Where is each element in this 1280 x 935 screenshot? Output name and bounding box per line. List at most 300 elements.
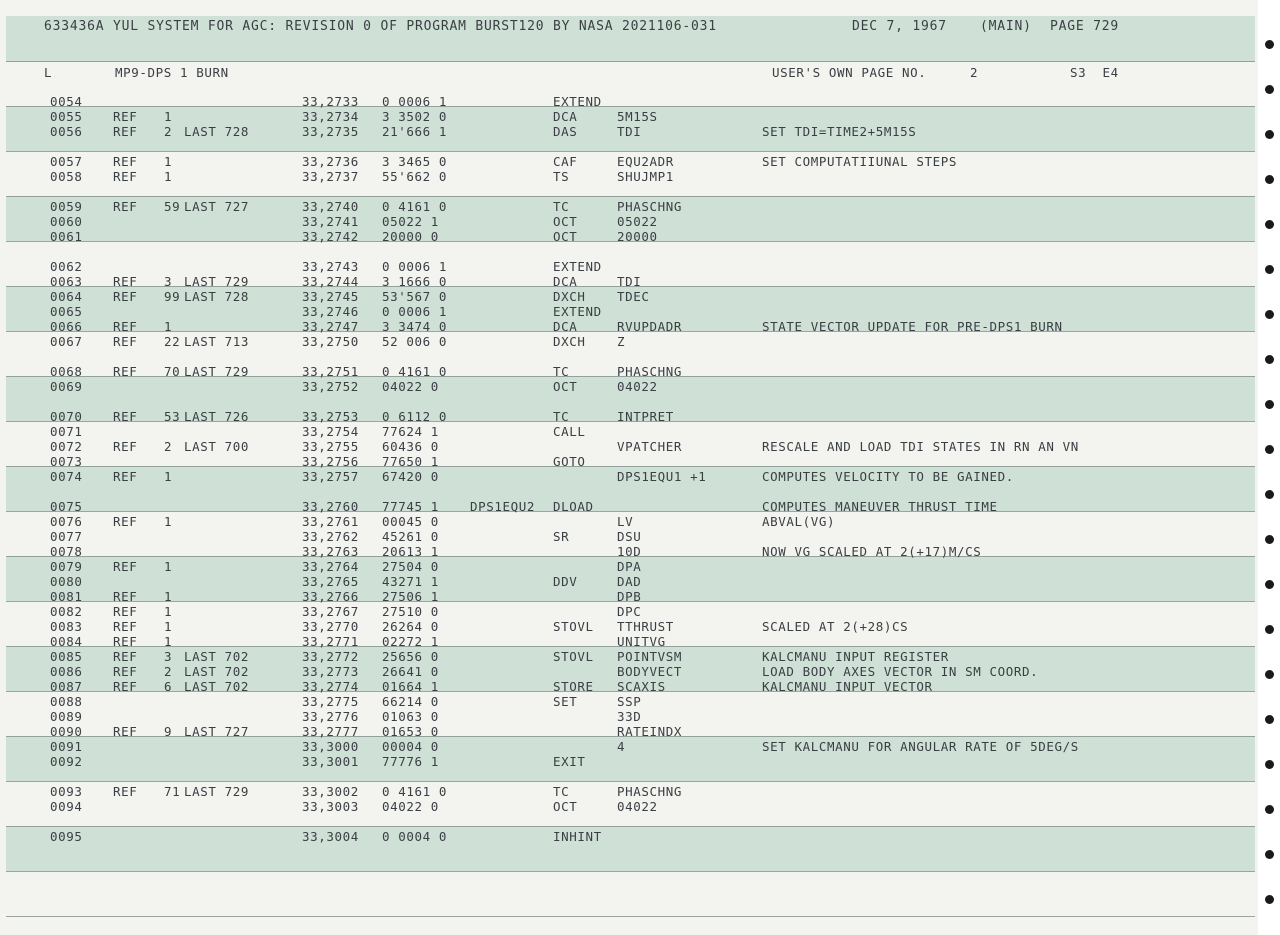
ref-marker: REF	[113, 274, 138, 289]
octal-code: 53'567 0	[382, 289, 448, 304]
ref-marker: REF	[113, 784, 138, 799]
line-number: 0076	[50, 514, 83, 529]
tractor-hole	[1265, 490, 1274, 499]
address: 33,2757	[302, 469, 359, 484]
ref-count: 1	[164, 559, 173, 574]
ref-marker: REF	[113, 199, 138, 214]
ref-count: 59	[164, 199, 181, 214]
listing-page-number: PAGE 729	[1050, 19, 1120, 34]
address: 33,2751	[302, 364, 359, 379]
address: 33,2740	[302, 199, 359, 214]
address: 33,3002	[302, 784, 359, 799]
line-number: 0064	[50, 289, 83, 304]
listing-title: 633436A YUL SYSTEM FOR AGC: REVISION 0 OF PROGRAM BURST120 BY NASA 2021106-031	[44, 19, 717, 34]
octal-code: 60436 0	[382, 439, 439, 454]
line-number: 0094	[50, 799, 83, 814]
opcode: DLOAD	[553, 499, 594, 514]
operand: INTPRET	[617, 409, 674, 424]
ref-marker: REF	[113, 409, 138, 424]
operand: DPB	[617, 589, 642, 604]
octal-code: 25656 0	[382, 649, 439, 664]
octal-code: 26641 0	[382, 664, 439, 679]
address: 33,2734	[302, 109, 359, 124]
line-number: 0070	[50, 409, 83, 424]
last-page-ref: LAST 728	[184, 124, 250, 139]
last-page-ref: LAST 700	[184, 439, 250, 454]
line-number: 0069	[50, 379, 83, 394]
address: 33,2744	[302, 274, 359, 289]
tractor-hole	[1265, 40, 1274, 49]
comment: ABVAL(VG)	[762, 514, 836, 529]
ref-count: 70	[164, 364, 181, 379]
line-number: 0058	[50, 169, 83, 184]
opcode: EXTEND	[553, 94, 602, 109]
ruled-line	[6, 106, 1255, 107]
octal-code: 26264 0	[382, 619, 439, 634]
line-number: 0063	[50, 274, 83, 289]
line-number: 0056	[50, 124, 83, 139]
ref-count: 1	[164, 604, 173, 619]
comment: SET TDI=TIME2+5M15S	[762, 124, 917, 139]
octal-code: 3 3502 0	[382, 109, 448, 124]
tractor-hole	[1265, 580, 1274, 589]
octal-code: 0 6112 0	[382, 409, 448, 424]
operand: 5M15S	[617, 109, 658, 124]
opcode: EXTEND	[553, 259, 602, 274]
operand: TTHRUST	[617, 619, 674, 634]
ref-count: 9	[164, 724, 173, 739]
ref-marker: REF	[113, 469, 138, 484]
operand: TDEC	[617, 289, 650, 304]
ruled-line	[6, 826, 1255, 827]
line-number: 0081	[50, 589, 83, 604]
ref-count: 2	[164, 124, 173, 139]
operand: VPATCHER	[617, 439, 683, 454]
ref-marker: REF	[113, 559, 138, 574]
comment: LOAD BODY AXES VECTOR IN SM COORD.	[762, 664, 1039, 679]
line-number: 0065	[50, 304, 83, 319]
tractor-hole	[1265, 715, 1274, 724]
ref-marker: REF	[113, 589, 138, 604]
octal-code: 01063 0	[382, 709, 439, 724]
opcode: OCT	[553, 229, 578, 244]
address: 33,2777	[302, 724, 359, 739]
address: 33,2761	[302, 514, 359, 529]
line-number: 0091	[50, 739, 83, 754]
opcode: GOTO	[553, 454, 586, 469]
address: 33,2747	[302, 319, 359, 334]
address: 33,2776	[302, 709, 359, 724]
line-number: 0087	[50, 679, 83, 694]
address: 33,2733	[302, 94, 359, 109]
address: 33,2767	[302, 604, 359, 619]
ref-count: 53	[164, 409, 181, 424]
page-codes: S3 E4	[1070, 65, 1119, 80]
octal-code: 04022 0	[382, 379, 439, 394]
line-number: 0088	[50, 694, 83, 709]
line-number: 0079	[50, 559, 83, 574]
octal-code: 01653 0	[382, 724, 439, 739]
opcode: OCT	[553, 799, 578, 814]
address: 33,2756	[302, 454, 359, 469]
listing-section: (MAIN)	[980, 19, 1032, 34]
octal-code: 55'662 0	[382, 169, 448, 184]
operand: SHUJMP1	[617, 169, 674, 184]
ref-count: 1	[164, 154, 173, 169]
line-number: 0075	[50, 499, 83, 514]
ref-count: 1	[164, 109, 173, 124]
line-number: 0083	[50, 619, 83, 634]
operand: 4	[617, 739, 626, 754]
operand: DPA	[617, 559, 642, 574]
address: 33,2746	[302, 304, 359, 319]
line-number: 0082	[50, 604, 83, 619]
ref-marker: REF	[113, 619, 138, 634]
operand: SCAXIS	[617, 679, 666, 694]
ref-marker: REF	[113, 319, 138, 334]
address: 33,2770	[302, 619, 359, 634]
green-bar-stripe	[6, 826, 1255, 871]
operand: PHASCHNG	[617, 784, 683, 799]
opcode: OCT	[553, 214, 578, 229]
comment: KALCMANU INPUT REGISTER	[762, 649, 949, 664]
opcode: CAF	[553, 154, 578, 169]
operand: RVUPDADR	[617, 319, 683, 334]
octal-code: 52 006 0	[382, 334, 448, 349]
operand: SSP	[617, 694, 642, 709]
last-page-ref: LAST 702	[184, 649, 250, 664]
address: 33,2763	[302, 544, 359, 559]
user-page-label: USER'S OWN PAGE NO.	[772, 65, 927, 80]
opcode: EXTEND	[553, 304, 602, 319]
ref-count: 22	[164, 334, 181, 349]
opcode: SR	[553, 529, 570, 544]
octal-code: 00004 0	[382, 739, 439, 754]
ref-marker: REF	[113, 679, 138, 694]
user-page-number: 2	[970, 65, 979, 80]
octal-code: 02272 1	[382, 634, 439, 649]
address: 33,2743	[302, 259, 359, 274]
address: 33,2750	[302, 334, 359, 349]
line-number: 0074	[50, 469, 83, 484]
line-number: 0059	[50, 199, 83, 214]
line-number: 0093	[50, 784, 83, 799]
octal-code: 3 3474 0	[382, 319, 448, 334]
octal-code: 77745 1	[382, 499, 439, 514]
address: 33,2752	[302, 379, 359, 394]
last-page-ref: LAST 726	[184, 409, 250, 424]
tractor-hole	[1265, 895, 1274, 904]
tractor-hole	[1265, 220, 1274, 229]
operand: RATEINDX	[617, 724, 683, 739]
line-number: 0068	[50, 364, 83, 379]
ref-marker: REF	[113, 634, 138, 649]
octal-code: 3 1666 0	[382, 274, 448, 289]
operand: 04022	[617, 799, 658, 814]
subheader-marker: L	[44, 65, 53, 80]
line-number: 0090	[50, 724, 83, 739]
opcode: SET	[553, 694, 578, 709]
operand: Z	[617, 334, 626, 349]
address: 33,2766	[302, 589, 359, 604]
octal-code: 04022 0	[382, 799, 439, 814]
octal-code: 01664 1	[382, 679, 439, 694]
opcode: TC	[553, 409, 570, 424]
line-number: 0077	[50, 529, 83, 544]
octal-code: 3 3465 0	[382, 154, 448, 169]
line-number: 0060	[50, 214, 83, 229]
routine-name: MP9-DPS 1 BURN	[115, 65, 229, 80]
ruled-line	[6, 61, 1255, 62]
line-number: 0080	[50, 574, 83, 589]
ref-count: 1	[164, 589, 173, 604]
ruled-line	[6, 196, 1255, 197]
tractor-hole	[1265, 445, 1274, 454]
tractor-hole	[1265, 265, 1274, 274]
octal-code: 77650 1	[382, 454, 439, 469]
ref-count: 71	[164, 784, 181, 799]
line-number: 0084	[50, 634, 83, 649]
line-number: 0061	[50, 229, 83, 244]
comment: KALCMANU INPUT VECTOR	[762, 679, 933, 694]
ref-marker: REF	[113, 289, 138, 304]
line-number: 0071	[50, 424, 83, 439]
tractor-hole	[1265, 355, 1274, 364]
last-page-ref: LAST 713	[184, 334, 250, 349]
ref-marker: REF	[113, 154, 138, 169]
last-page-ref: LAST 729	[184, 364, 250, 379]
opcode: TC	[553, 364, 570, 379]
operand: EQU2ADR	[617, 154, 674, 169]
line-number: 0067	[50, 334, 83, 349]
line-number: 0072	[50, 439, 83, 454]
ruled-line	[6, 511, 1255, 512]
tractor-feed-strip	[1258, 0, 1280, 935]
line-number: 0078	[50, 544, 83, 559]
last-page-ref: LAST 728	[184, 289, 250, 304]
comment: COMPUTES MANEUVER THRUST TIME	[762, 499, 998, 514]
address: 33,2741	[302, 214, 359, 229]
line-number: 0092	[50, 754, 83, 769]
line-number: 0085	[50, 649, 83, 664]
ref-marker: REF	[113, 169, 138, 184]
tractor-hole	[1265, 535, 1274, 544]
tractor-hole	[1265, 130, 1274, 139]
ref-marker: REF	[113, 334, 138, 349]
opcode: DDV	[553, 574, 578, 589]
location-label: DPS1EQU2	[470, 499, 536, 514]
ref-marker: REF	[113, 124, 138, 139]
opcode: CALL	[553, 424, 586, 439]
comment: SET KALCMANU FOR ANGULAR RATE OF 5DEG/S	[762, 739, 1079, 754]
comment: RESCALE AND LOAD TDI STATES IN RN AN VN	[762, 439, 1079, 454]
octal-code: 05022 1	[382, 214, 439, 229]
comment: COMPUTES VELOCITY TO BE GAINED.	[762, 469, 1014, 484]
operand: DAD	[617, 574, 642, 589]
operand: PHASCHNG	[617, 199, 683, 214]
address: 33,2755	[302, 439, 359, 454]
ref-marker: REF	[113, 724, 138, 739]
address: 33,2735	[302, 124, 359, 139]
tractor-hole	[1265, 850, 1274, 859]
line-number: 0055	[50, 109, 83, 124]
tractor-hole	[1265, 175, 1274, 184]
operand: TDI	[617, 274, 642, 289]
ref-count: 1	[164, 619, 173, 634]
address: 33,3004	[302, 829, 359, 844]
address: 33,2773	[302, 664, 359, 679]
line-number: 0086	[50, 664, 83, 679]
last-page-ref: LAST 727	[184, 199, 250, 214]
operand: POINTVSM	[617, 649, 683, 664]
ref-count: 1	[164, 319, 173, 334]
octal-code: 0 4161 0	[382, 784, 448, 799]
octal-code: 43271 1	[382, 574, 439, 589]
ref-marker: REF	[113, 439, 138, 454]
ref-marker: REF	[113, 109, 138, 124]
operand: UNITVG	[617, 634, 666, 649]
ref-count: 1	[164, 514, 173, 529]
last-page-ref: LAST 727	[184, 724, 250, 739]
operand: DSU	[617, 529, 642, 544]
ref-marker: REF	[113, 364, 138, 379]
opcode: INHINT	[553, 829, 602, 844]
octal-code: 0 0004 0	[382, 829, 448, 844]
octal-code: 45261 0	[382, 529, 439, 544]
address: 33,2742	[302, 229, 359, 244]
octal-code: 0 0006 1	[382, 94, 448, 109]
address: 33,2765	[302, 574, 359, 589]
comment: SCALED AT 2(+28)CS	[762, 619, 909, 634]
octal-code: 27510 0	[382, 604, 439, 619]
tractor-hole	[1265, 625, 1274, 634]
line-number: 0073	[50, 454, 83, 469]
ref-count: 3	[164, 274, 173, 289]
ruled-line	[6, 151, 1255, 152]
operand: DPC	[617, 604, 642, 619]
operand: DPS1EQU1 +1	[617, 469, 707, 484]
opcode: TC	[553, 784, 570, 799]
opcode: EXIT	[553, 754, 586, 769]
opcode: TC	[553, 199, 570, 214]
ref-count: 1	[164, 634, 173, 649]
opcode: DAS	[553, 124, 578, 139]
opcode: DCA	[553, 274, 578, 289]
opcode: STOVL	[553, 649, 594, 664]
line-number: 0057	[50, 154, 83, 169]
last-page-ref: LAST 729	[184, 784, 250, 799]
tractor-hole	[1265, 760, 1274, 769]
ref-marker: REF	[113, 514, 138, 529]
last-page-ref: LAST 702	[184, 664, 250, 679]
line-number: 0062	[50, 259, 83, 274]
address: 33,2753	[302, 409, 359, 424]
octal-code: 21'666 1	[382, 124, 448, 139]
address: 33,2764	[302, 559, 359, 574]
operand: 04022	[617, 379, 658, 394]
line-number: 0089	[50, 709, 83, 724]
ref-count: 2	[164, 664, 173, 679]
ruled-line	[6, 466, 1255, 467]
address: 33,3001	[302, 754, 359, 769]
octal-code: 0 0006 1	[382, 259, 448, 274]
octal-code: 20613 1	[382, 544, 439, 559]
address: 33,2771	[302, 634, 359, 649]
address: 33,3000	[302, 739, 359, 754]
ruled-line	[6, 781, 1255, 782]
comment: NOW VG SCALED AT 2(+17)M/CS	[762, 544, 982, 559]
opcode: STORE	[553, 679, 594, 694]
tractor-hole	[1265, 670, 1274, 679]
ref-count: 6	[164, 679, 173, 694]
last-page-ref: LAST 729	[184, 274, 250, 289]
octal-code: 0 4161 0	[382, 364, 448, 379]
line-number: 0066	[50, 319, 83, 334]
ref-count: 2	[164, 439, 173, 454]
line-number: 0095	[50, 829, 83, 844]
ref-count: 3	[164, 649, 173, 664]
last-page-ref: LAST 702	[184, 679, 250, 694]
address: 33,2736	[302, 154, 359, 169]
opcode: DXCH	[553, 289, 586, 304]
octal-code: 0 4161 0	[382, 199, 448, 214]
octal-code: 77624 1	[382, 424, 439, 439]
opcode: TS	[553, 169, 570, 184]
ruled-line	[6, 916, 1255, 917]
octal-code: 00045 0	[382, 514, 439, 529]
ref-count: 1	[164, 169, 173, 184]
operand: LV	[617, 514, 634, 529]
tractor-hole	[1265, 310, 1274, 319]
address: 33,2762	[302, 529, 359, 544]
opcode: DXCH	[553, 334, 586, 349]
operand: 33D	[617, 709, 642, 724]
octal-code: 0 0006 1	[382, 304, 448, 319]
address: 33,2760	[302, 499, 359, 514]
address: 33,2754	[302, 424, 359, 439]
line-number: 0054	[50, 94, 83, 109]
operand: TDI	[617, 124, 642, 139]
address: 33,2772	[302, 649, 359, 664]
tractor-hole	[1265, 400, 1274, 409]
address: 33,2737	[302, 169, 359, 184]
ref-marker: REF	[113, 604, 138, 619]
address: 33,2774	[302, 679, 359, 694]
operand: 20000	[617, 229, 658, 244]
operand: PHASCHNG	[617, 364, 683, 379]
comment: SET COMPUTATIIUNAL STEPS	[762, 154, 958, 169]
opcode: DCA	[553, 109, 578, 124]
octal-code: 20000 0	[382, 229, 439, 244]
address: 33,2745	[302, 289, 359, 304]
octal-code: 27506 1	[382, 589, 439, 604]
tractor-hole	[1265, 85, 1274, 94]
ref-marker: REF	[113, 649, 138, 664]
listing-date: DEC 7, 1967	[852, 19, 947, 34]
operand: 05022	[617, 214, 658, 229]
tractor-hole	[1265, 805, 1274, 814]
operand: BODYVECT	[617, 664, 683, 679]
octal-code: 67420 0	[382, 469, 439, 484]
comment: STATE VECTOR UPDATE FOR PRE-DPS1 BURN	[762, 319, 1063, 334]
opcode: DCA	[553, 319, 578, 334]
octal-code: 77776 1	[382, 754, 439, 769]
ref-count: 1	[164, 469, 173, 484]
address: 33,2775	[302, 694, 359, 709]
octal-code: 27504 0	[382, 559, 439, 574]
octal-code: 66214 0	[382, 694, 439, 709]
ref-marker: REF	[113, 664, 138, 679]
